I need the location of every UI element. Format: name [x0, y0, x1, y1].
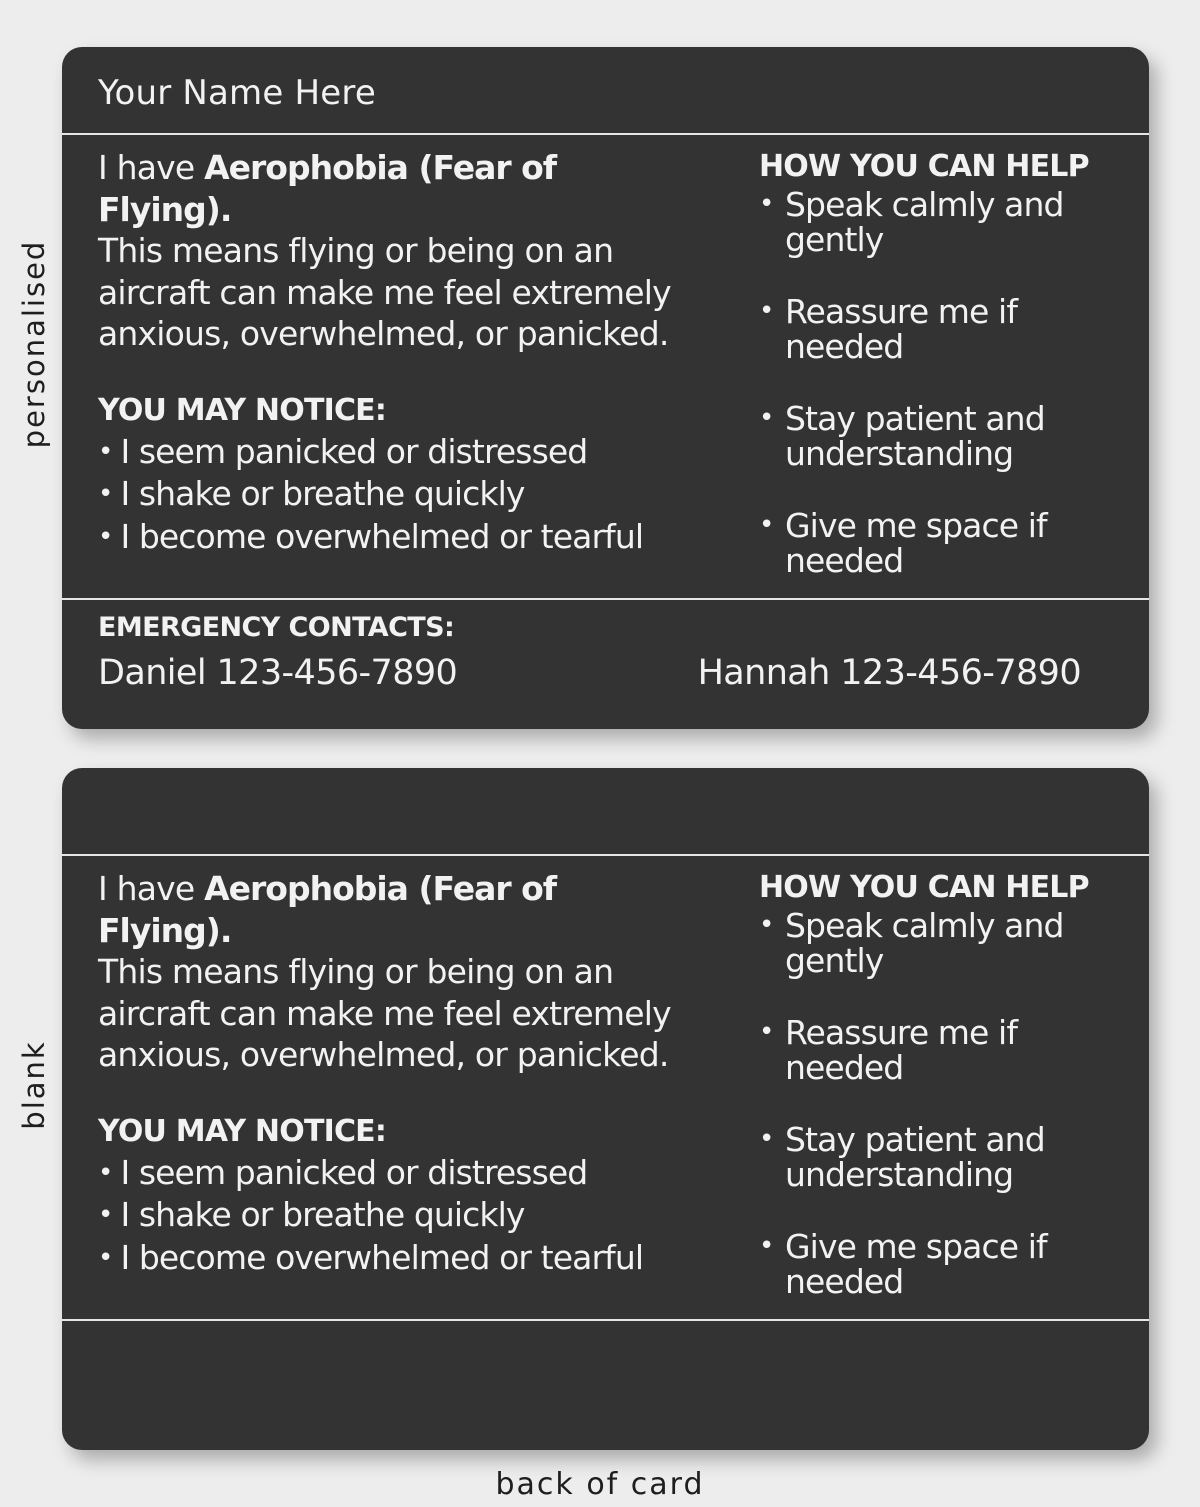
intro-text [98, 147, 698, 355]
personalised-card [62, 47, 1149, 729]
info-column [98, 147, 698, 558]
emergency-contact-1: Daniel 123-456-7890 [98, 653, 458, 693]
help-title: HOW YOU CAN HELP [759, 870, 1089, 905]
notice-title: YOU MAY NOTICE: [98, 392, 387, 428]
notice-item: • I shake or breathe quickly [98, 1195, 525, 1234]
help-item: • Speak calmly and gently [759, 906, 1064, 980]
intro-text [98, 868, 698, 1076]
blank-label: blank [17, 1040, 51, 1130]
help-item: • Speak calmly and gently [759, 185, 1064, 259]
emergency-title: EMERGENCY CONTACTS: [98, 612, 455, 643]
help-item: • Reassure me if needed [759, 1013, 1018, 1087]
help-title: HOW YOU CAN HELP [759, 149, 1089, 184]
notice-item: • I seem panicked or distressed [98, 1152, 588, 1192]
personalised-label: personalised [17, 239, 51, 449]
help-column [759, 147, 1139, 615]
blank-card [62, 768, 1149, 1450]
emergency-contact-2: Hannah 123-456-7890 [697, 653, 1081, 693]
divider-bottom [62, 598, 1149, 600]
notice-title: YOU MAY NOTICE: [98, 1113, 387, 1149]
help-item: • Give me space if needed [759, 506, 1047, 580]
notice-item: • I become overwhelmed or tearful [98, 1237, 644, 1277]
name-band [62, 47, 1149, 134]
notice-list [98, 431, 698, 559]
name-band-blank [62, 768, 1149, 855]
intro-rest: This means flying or being on an aircraft can make me feel extremely anxious, overwhelmed, or panicked. [98, 952, 671, 1074]
help-column [759, 868, 1139, 1336]
notice-item: • I seem panicked or distressed [98, 431, 588, 471]
info-column [98, 868, 698, 1279]
condition-name: Aerophobia (Fear of Flying). [98, 148, 557, 229]
help-item: • Stay patient and understanding [759, 1120, 1045, 1194]
cardholder-name: Your Name Here [98, 73, 376, 113]
divider-top [62, 133, 1149, 135]
intro-rest: This means flying or being on an aircraft can make me feel extremely anxious, overwhelmed, or panicked. [98, 231, 671, 353]
notice-item: • I shake or breathe quickly [98, 474, 525, 513]
help-item: • Reassure me if needed [759, 292, 1018, 366]
back-of-card-caption: back of card [495, 1467, 705, 1502]
help-item: • Stay patient and understanding [759, 399, 1045, 473]
divider-top [62, 854, 1149, 856]
condition-name: Aerophobia (Fear of Flying). [98, 869, 557, 950]
intro-prefix: I have [98, 148, 205, 187]
divider-bottom [62, 1319, 1149, 1321]
intro-prefix: I have [98, 869, 205, 908]
notice-item: • I become overwhelmed or tearful [98, 516, 644, 556]
help-item: • Give me space if needed [759, 1227, 1047, 1301]
notice-list [98, 1152, 698, 1280]
